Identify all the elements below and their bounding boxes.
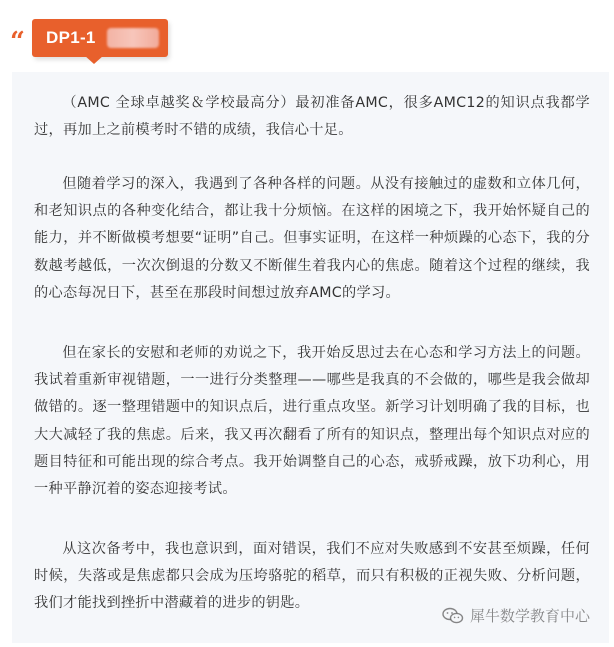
wechat-icon: [442, 607, 464, 625]
paragraph-1: （AMC 全球卓越奖＆学校最高分）最初准备AMC，很多AMC12的知识点我都学过，再加上之前模考时不错的成绩，我信心十足。: [34, 95, 590, 139]
paragraph-3: 但在家长的安慰和老师的劝说之下，我开始反思过去在心态和学习方法上的问题。我试着重新审视错题，一一进行分类整理——哪些是我真的不会做的，哪些是我会做却做错的。逐一整理错题中的知识点后，进行重点攻坚。新学习计划明确了我的目标，也大大减轻了我的焦虑。后来，我又再次翻看了所有的知识点，整理出每个知识点对应的题目特征和可能出现的综合考点。我开始调整自己的心态，戒骄戒躁，放下功利心，用一种平静沉着的姿态迎接考试。: [34, 345, 590, 498]
section-tag-label: DP1-1: [46, 28, 96, 47]
quote-mark-icon: “: [10, 27, 21, 57]
section-tag: [32, 19, 168, 57]
redacted-blur: [107, 28, 159, 48]
watermark-text: 犀牛数学教育中心: [470, 607, 591, 625]
paragraph-2: 但随着学习的深入，我遇到了各种各样的问题。从没有接触过的虚数和立体几何，和老知识点的各种变化结合，都让我十分烦恼。在这样的困境之下，我开始怀疑自己的能力，并不断做模考想要“证明”自己。但事实证明，在这样一种烦躁的心态下，我的分数越考越低，一次次倒退的分数又不断催生着我内心的焦虑。随着这个过程的继续，我的心态每况日下，甚至在那段时间想过放弃AMC的学习。: [34, 176, 590, 301]
paragraph-4: 从这次备考中，我也意识到，面对错误，我们不应对失败感到不安甚至烦躁，任何时候，失落或是焦虑都只会成为压垮骆驼的稻草，而只有积极的正视失败、分析问题，我们才能找到挫折中潜藏着的进步的钥匙。: [34, 541, 590, 612]
watermark: [442, 605, 590, 626]
tag-pointer: [84, 55, 104, 64]
